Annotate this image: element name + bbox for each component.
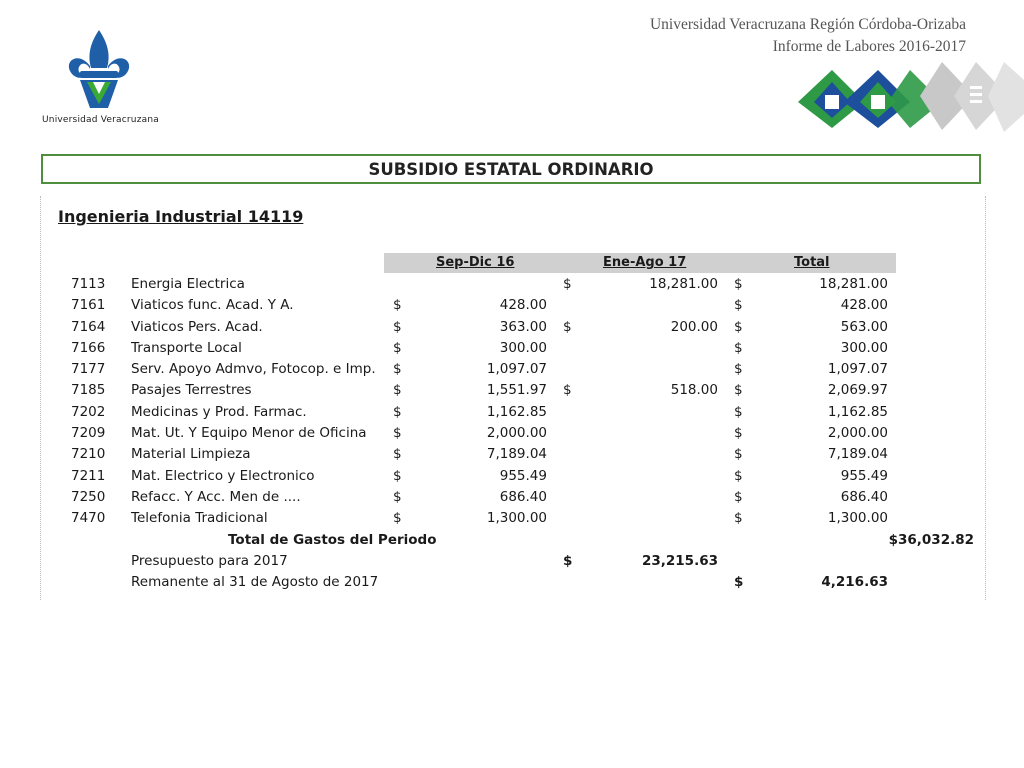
total-amount: 2,000.00 (827, 425, 888, 442)
remaining-label: Remanente al 31 de Agosto de 2017 (131, 574, 379, 591)
currency-symbol: $ (393, 488, 402, 505)
account-description: Viaticos func. Acad. Y A. (131, 297, 294, 314)
currency-symbol: $ (563, 318, 572, 335)
table-row (0, 359, 1024, 380)
account-code: 7470 (71, 510, 106, 527)
account-code: 7164 (71, 318, 106, 335)
account-description: Serv. Apoyo Admvo, Fotocop. e Imp. (131, 361, 376, 378)
ene-ago-amount: 518.00 (670, 382, 718, 399)
total-amount: 955.49 (840, 467, 888, 484)
ene-ago-amount: 200.00 (670, 318, 718, 335)
currency-symbol: $ (734, 510, 743, 527)
table-row (0, 508, 1024, 529)
sep-dic-amount: 300.00 (499, 339, 547, 356)
currency-symbol: $ (734, 339, 743, 356)
table-row (0, 466, 1024, 487)
currency-symbol: $ (734, 488, 743, 505)
currency-symbol: $ (734, 297, 743, 314)
total-amount: 7,189.04 (827, 446, 888, 463)
sep-dic-amount: 7,189.04 (486, 446, 547, 463)
remaining-row (0, 572, 1024, 593)
table-row (0, 380, 1024, 401)
account-description: Mat. Electrico y Electronico (131, 467, 315, 484)
section-banner (41, 154, 981, 184)
account-code: 7185 (71, 382, 106, 399)
total-row (0, 530, 1024, 551)
account-description: Medicinas y Prod. Farmac. (131, 403, 307, 420)
sep-dic-amount: 955.49 (499, 467, 547, 484)
col-header-sep-dic: Sep-Dic 16 (436, 255, 515, 270)
account-description: Telefonia Tradicional (131, 510, 268, 527)
table-row (0, 274, 1024, 295)
col-header-total: Total (794, 255, 830, 270)
budget-label: Presupuesto para 2017 (131, 552, 288, 569)
total-label: Total de Gastos del Periodo (228, 531, 437, 548)
decorative-emblem (792, 62, 1024, 137)
account-description: Material Limpieza (131, 446, 251, 463)
sep-dic-amount: 363.00 (499, 318, 547, 335)
uv-logo (42, 28, 160, 125)
currency-symbol: $ (734, 276, 743, 292)
currency-symbol: $ (393, 403, 402, 420)
budget-row (0, 551, 1024, 572)
uv-emblem-icon (66, 28, 132, 112)
sep-dic-amount: 1,097.07 (486, 361, 547, 378)
account-description: Viaticos Pers. Acad. (131, 318, 263, 335)
diamond-pattern-icon (792, 62, 1024, 132)
currency-symbol: $ (393, 446, 402, 463)
total-amount: 563.00 (840, 318, 888, 335)
table-row (0, 423, 1024, 444)
currency-symbol: $ (393, 339, 402, 356)
account-code: 7177 (71, 361, 106, 378)
table-row (0, 402, 1024, 423)
account-code: 7209 (71, 425, 106, 442)
total-amount: 1,300.00 (827, 510, 888, 527)
currency-symbol: $ (393, 361, 402, 378)
sep-dic-amount: 1,162.85 (486, 403, 547, 420)
account-description: Transporte Local (131, 339, 242, 356)
currency-symbol: $ (734, 403, 743, 420)
account-description: Energia Electrica (131, 276, 245, 292)
currency-symbol: $ (393, 297, 402, 314)
currency-symbol: $ (563, 552, 573, 569)
sep-dic-amount: 2,000.00 (486, 425, 547, 442)
sep-dic-amount: 1,551.97 (486, 382, 547, 399)
account-code: 7161 (71, 297, 106, 314)
currency-symbol: $ (734, 574, 744, 591)
remaining-value: 4,216.63 (821, 574, 888, 591)
budget-value: 23,215.63 (641, 552, 718, 569)
total-amount: 300.00 (840, 339, 888, 356)
total-amount: 2,069.97 (827, 382, 888, 399)
table-row (0, 487, 1024, 508)
total-value: $36,032.82 (888, 531, 974, 548)
currency-symbol: $ (393, 382, 402, 399)
header-line-1: Universidad Veracruzana Región Córdoba-Orizaba (649, 16, 966, 33)
total-amount: 428.00 (840, 297, 888, 314)
currency-symbol: $ (563, 382, 572, 399)
total-amount: 18,281.00 (819, 276, 888, 292)
currency-symbol: $ (734, 382, 743, 399)
table-row (0, 317, 1024, 338)
table-header (384, 253, 896, 273)
uv-logo-caption: Universidad Veracruzana (42, 115, 159, 125)
currency-symbol: $ (393, 425, 402, 442)
expense-table (0, 274, 1024, 593)
header-line-2: Informe de Labores 2016-2017 (772, 38, 966, 55)
table-row (0, 444, 1024, 465)
total-amount: 1,097.07 (827, 361, 888, 378)
account-code: 7210 (71, 446, 106, 463)
currency-symbol: $ (734, 361, 743, 378)
total-amount: 1,162.85 (827, 403, 888, 420)
table-row (0, 338, 1024, 359)
account-description: Pasajes Terrestres (131, 382, 252, 399)
header-text (650, 14, 966, 58)
currency-symbol: $ (734, 467, 743, 484)
total-amount: 686.40 (840, 488, 888, 505)
sep-dic-amount: 686.40 (499, 488, 547, 505)
currency-symbol: $ (734, 425, 743, 442)
currency-symbol: $ (393, 318, 402, 335)
currency-symbol: $ (393, 467, 402, 484)
program-title: Ingenieria Industrial 14119 (58, 207, 304, 226)
currency-symbol: $ (734, 446, 743, 463)
account-description: Mat. Ut. Y Equipo Menor de Oficina (131, 425, 367, 442)
banner-title: SUBSIDIO ESTATAL ORDINARIO (368, 159, 654, 179)
account-code: 7113 (71, 276, 106, 292)
currency-symbol: $ (734, 318, 743, 335)
currency-symbol: $ (563, 276, 572, 292)
account-code: 7250 (71, 488, 106, 505)
sep-dic-amount: 1,300.00 (486, 510, 547, 527)
col-header-ene-ago: Ene-Ago 17 (603, 255, 687, 270)
account-description: Refacc. Y Acc. Men de .... (131, 488, 301, 505)
account-code: 7211 (71, 467, 106, 484)
ene-ago-amount: 18,281.00 (649, 276, 718, 292)
currency-symbol: $ (393, 510, 402, 527)
table-row (0, 295, 1024, 316)
account-code: 7166 (71, 339, 106, 356)
account-code: 7202 (71, 403, 106, 420)
sep-dic-amount: 428.00 (499, 297, 547, 314)
